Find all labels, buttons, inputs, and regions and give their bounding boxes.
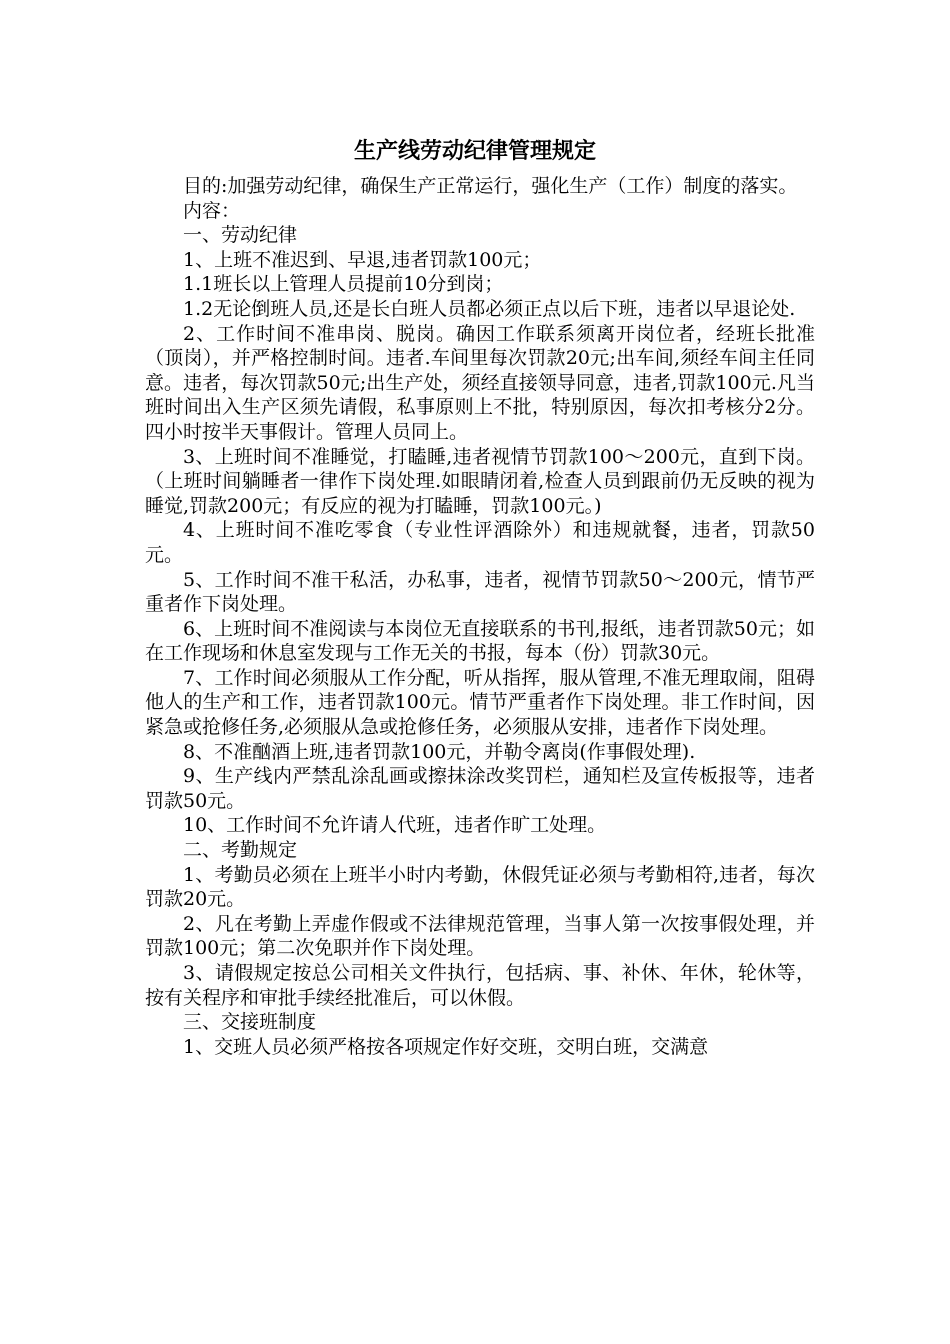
section-heading-shift-handover: 三、交接班制度 xyxy=(183,1011,317,1034)
paragraph: 1、上班不准迟到、早退,违者罚款100元； xyxy=(183,248,542,271)
section-heading-labor-discipline: 一、劳动纪律 xyxy=(183,224,298,247)
paragraph-content-label: 内容： xyxy=(183,199,241,222)
paragraph: 3、请假规定按总公司相关文件执行，包括病、事、补休、年休，轮休等，按有关程序和审批手续经批准后，可以休假。 xyxy=(145,962,815,1009)
paragraph: 8、不准酗酒上班,违者罚款100元，并勒令离岗(作事假处理). xyxy=(183,740,696,763)
paragraph-purpose: 目的:加强劳动纪律，确保生产正常运行，强化生产（工作）制度的落实。 xyxy=(183,175,798,197)
paragraph: 2、凡在考勤上弄虚作假或不法律规范管理，当事人第一次按事假处理，并罚款100元；第二次免职并作下岗处理。 xyxy=(145,912,815,960)
paragraph: 2、工作时间不准串岗、脱岗。确因工作联系须离开岗位者，经班长批准（顶岗），并严格控制时间。违者.车间里每次罚款20元;出车间,须经车间主任同意。违者，每次罚款50元;出生产处，须经直接领导同意，违者,罚款100元.凡当班时间出入生产区须先请假，私事原则上不批，特别原因，每次扣考核分2分。四小时按半天事假计。管理人员同上。 xyxy=(145,322,815,443)
document-body xyxy=(145,174,815,1059)
paragraph: 6、上班时间不准阅读与本岗位无直接联系的书刊,报纸，违者罚款50元；如在工作现场和休息室发现与工作无关的书报，每本（份）罚款30元。 xyxy=(145,617,815,665)
paragraph: 10、工作时间不允许请人代班，违者作旷工处理。 xyxy=(183,814,607,837)
paragraph: 7、工作时间必须服从工作分配，听从指挥，服从管理,不准无理取闹，阻碍他人的生产和工作，违者罚款100元。情节严重者作下岗处理。非工作时间，因紧急或抢修任务,必须服从急或抢修任务，必须服从安排，违者作下岗处理。 xyxy=(145,666,815,739)
paragraph: 9、生产线内严禁乱涂乱画或擦抹涂改奖罚栏，通知栏及宣传板报等，违者罚款50元。 xyxy=(145,765,815,812)
section-heading-attendance: 二、考勤规定 xyxy=(183,839,298,862)
document-title: 生产线劳动纪律管理规定 xyxy=(353,138,596,164)
paragraph: 1、考勤员必须在上班半小时内考勤，休假凭证必须与考勤相符,违者，每次罚款20元。 xyxy=(145,863,815,911)
paragraph: 3、上班时间不准睡觉，打瞌睡,违者视情节罚款100～200元，直到下岗。（上班时间躺睡者一律作下岗处理.如眼睛闭着,检查人员到跟前仍无反映的视为睡觉,罚款200元；有反应的视为打瞌睡，罚款100元。) xyxy=(145,445,815,517)
paragraph: 1.2无论倒班人员,还是长白班人员都必须正点以后下班，违者以早退论处. xyxy=(183,297,796,320)
paragraph: 5、工作时间不准干私活，办私事，违者，视情节罚款50～200元，情节严重者作下岗处理。 xyxy=(145,568,815,616)
paragraph: 4、上班时间不准吃零食（专业性评酒除外）和违规就餐，违者，罚款50元。 xyxy=(145,519,815,566)
paragraph: 1.1班长以上管理人员提前10分到岗； xyxy=(183,273,504,296)
paragraph: 1、交班人员必须严格按各项规定作好交班，交明白班，交满意 xyxy=(183,1035,709,1058)
